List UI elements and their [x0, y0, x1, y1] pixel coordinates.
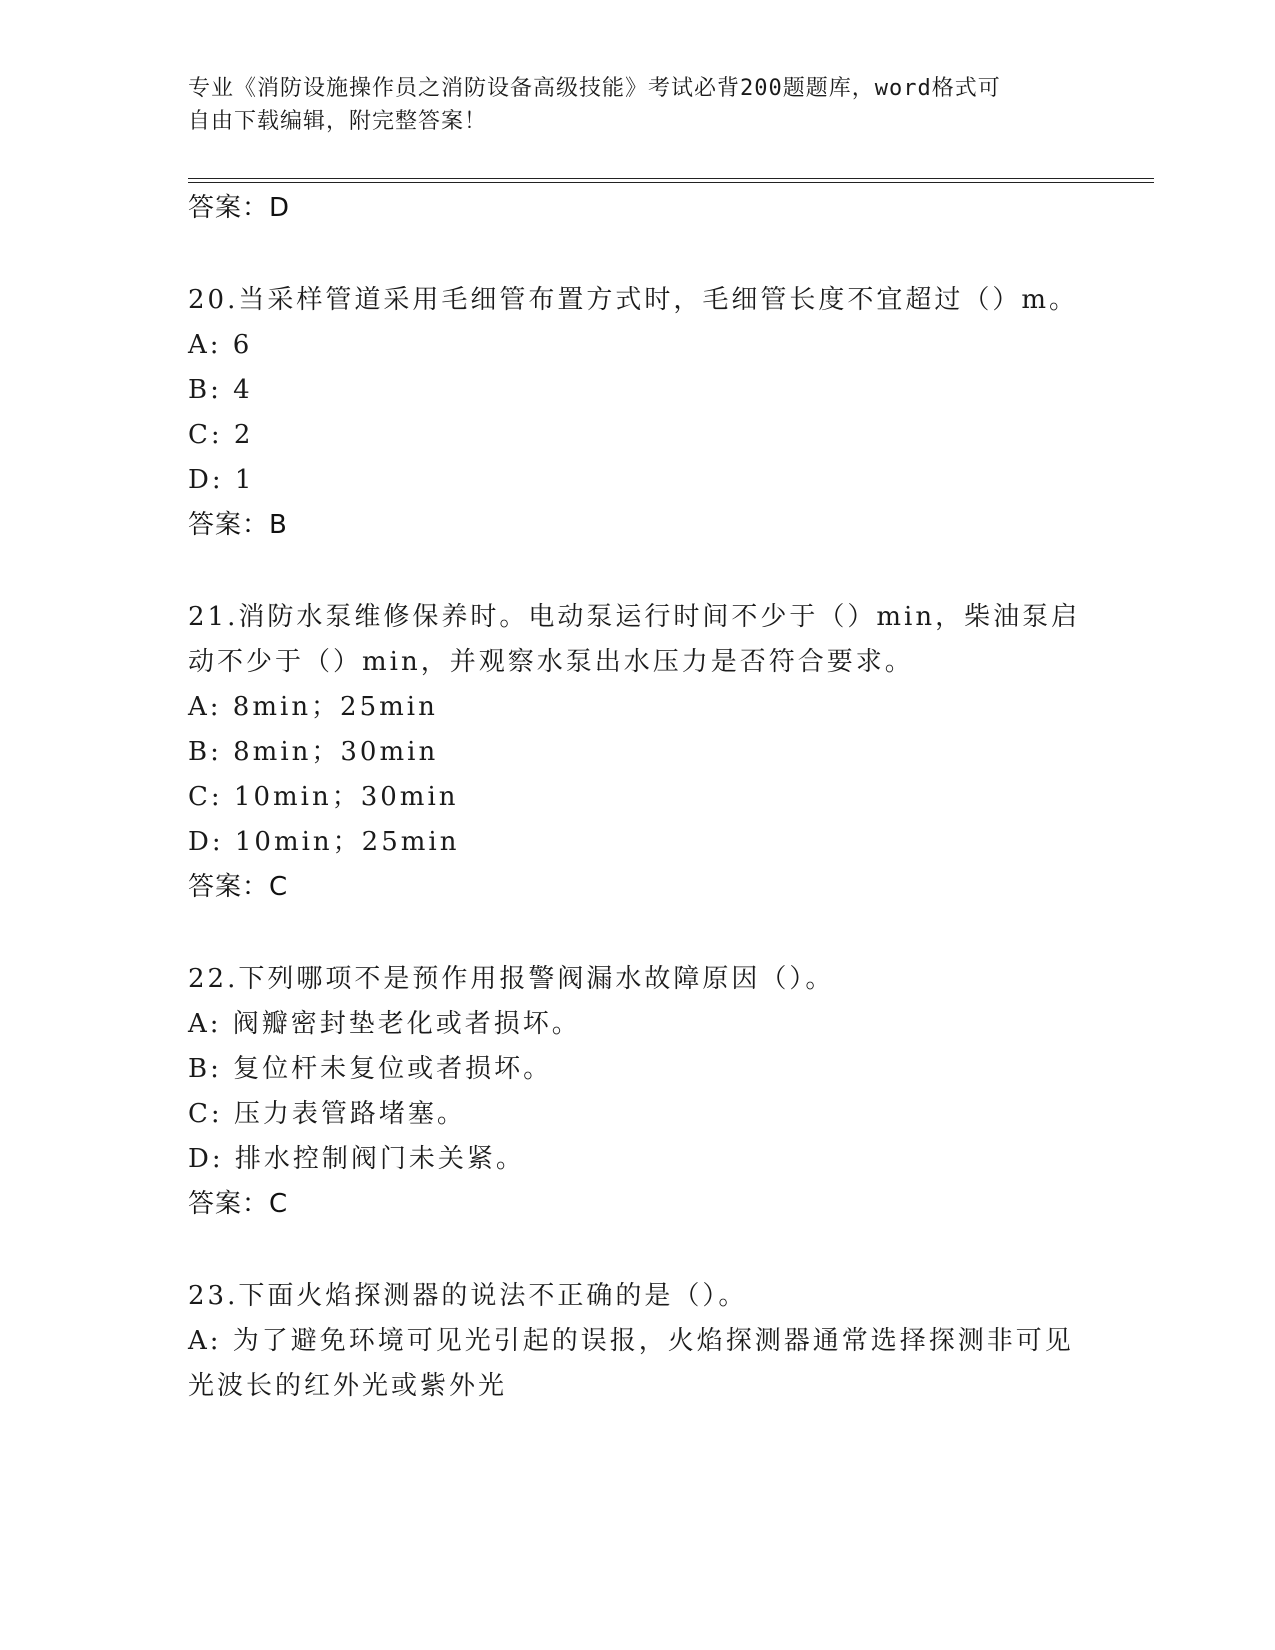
question-20 — [188, 278, 1088, 547]
page-header — [188, 72, 1068, 138]
option-a: A: 阀瓣密封垫老化或者损坏。 — [188, 1009, 581, 1039]
option-d: D: 排水控制阀门未关紧。 — [188, 1144, 525, 1174]
option-c: C: 10min；30min — [188, 782, 459, 812]
question-text-line-2: 动不少于（）min，并观察水泵出水压力是否符合要求。 — [188, 647, 914, 677]
option-a-line-2: 光波长的红外光或紫外光 — [188, 1371, 508, 1401]
option-c: C: 压力表管路堵塞。 — [188, 1099, 466, 1129]
header-divider — [188, 178, 1154, 183]
answer: 答案：C — [188, 872, 289, 902]
question-21 — [188, 595, 1088, 909]
question-text-line-1: 21.消防水泵维修保养时。电动泵运行时间不少于（）min，柴油泵启 — [188, 602, 1081, 632]
question-list — [188, 186, 1088, 1409]
option-b: B: 复位杆未复位或者损坏。 — [188, 1054, 553, 1084]
answer-previous: 答案：D — [188, 193, 291, 223]
header-line-2: 自由下载编辑，附完整答案！ — [188, 109, 488, 134]
question-23 — [188, 1274, 1088, 1409]
option-b: B: 4 — [188, 375, 253, 405]
option-a-line-1: A: 为了避免环境可见光引起的误报，火焰探测器通常选择探测非可见 — [188, 1326, 1074, 1356]
answer: 答案：C — [188, 1189, 289, 1219]
option-d: D: 10min；25min — [188, 827, 460, 857]
question-text: 20.当采样管道采用毛细管布置方式时，毛细管长度不宜超过（）m。 — [188, 285, 1079, 315]
header-line-1: 专业《消防设施操作员之消防设备高级技能》考试必背200题题库，word格式可 — [188, 76, 1001, 101]
question-text: 23.下面火焰探测器的说法不正确的是（）。 — [188, 1281, 748, 1311]
question-text: 22.下列哪项不是预作用报警阀漏水故障原因（）。 — [188, 964, 835, 994]
option-d: D: 1 — [188, 465, 255, 495]
option-a: A: 6 — [188, 330, 253, 360]
option-c: C: 2 — [188, 420, 254, 450]
option-a: A: 8min；25min — [188, 692, 438, 722]
option-b: B: 8min；30min — [188, 737, 439, 767]
answer: 答案：B — [188, 510, 288, 540]
question-22 — [188, 957, 1088, 1226]
